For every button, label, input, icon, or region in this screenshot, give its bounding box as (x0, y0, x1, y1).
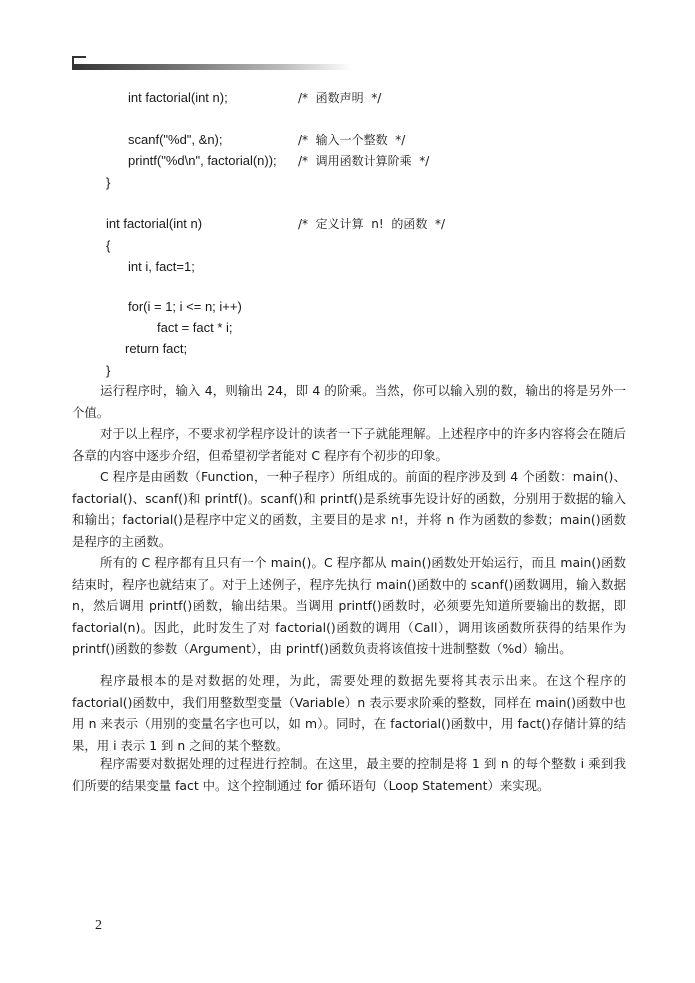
paragraph: 对于以上程序，不要求初学程序设计的读者一下子就能理解。上述程序中的许多内容将会在随后各章的内容中逐步介绍，但希望初学者能对 C 程序有个初步的印象。 (72, 426, 626, 463)
code-line: int factorial(int n) (106, 216, 203, 231)
page-number: 2 (95, 918, 102, 933)
code-comment: /* 调用函数计算阶乘 */ (298, 154, 430, 168)
header-rule (72, 64, 352, 70)
paragraph: 程序最根本的是对数据的处理，为此，需要处理的数据先要将其表示出来。在这个程序的 factorial()函数中，我们用整数型变量（Variable）n 表示要求阶乘的整数，同样在 main()函数中也用 n 来表示（用别的变量名字也可以，如 m）。同时，在 factorial()函数中，用 fact()存储计算的结果，用 i 表示 1 到 n 之间的某个整数。 (72, 673, 626, 753)
code-line: printf("%d\n", factorial(n)); (128, 153, 277, 168)
code-comment: /* 输入一个整数 */ (298, 133, 406, 147)
code-line: } (106, 175, 111, 190)
code-line: int factorial(int n); (128, 90, 228, 105)
code-comment: /* 函数声明 */ (298, 91, 382, 105)
paragraph: C 程序是由函数（Function，一种子程序）所组成的。前面的程序涉及到 4 个函数：main()、factorial()、scanf()和 printf()。scanf()和 printf()是系统事先设计好的函数，分别用于数据的输入和输出；factorial()是程序中定义的函数，主要目的是求 n!，并将 n 作为函数的参数；main()函数是程序的主函数。 (72, 469, 626, 549)
paragraph: 程序需要对数据处理的过程进行控制。在这里，最主要的控制是将 1 到 n 的每个整数 i 乘到我们所要的结果变量 fact 中。这个控制通过 for 循环语句（Loop Statement）来实现。 (72, 756, 626, 793)
paragraph: 所有的 C 程序都有且只有一个 main()。C 程序都从 main()函数处开始运行，而且 main()函数结束时，程序也就结束了。对于上述例子，程序先执行 main()函数中的 scanf()函数调用，输入数据 n，然后调用 printf()函数，输出结果。当调用 printf()函数时，必须要先知道所要输出的数据，即 factorial(n)。因此，此时发生了对 factorial()函数的调用（Call），调用该函数所获得的结果作为 printf()函数的参数（Argument），由 printf()函数负责将该值按十进制整数（%d）输出。 (72, 555, 626, 657)
code-line: { (106, 238, 111, 253)
code-line: } (106, 363, 111, 378)
code-line: scanf("%d", &n); (128, 132, 223, 147)
code-line: int i, fact=1; (128, 259, 195, 274)
paragraph: 运行程序时，输入 4，则输出 24，即 4 的阶乘。当然，你可以输入别的数，输出的将是另外一个值。 (72, 383, 626, 420)
code-comment: /* 定义计算 n! 的函数 */ (298, 217, 446, 231)
code-line: fact = fact * i; (157, 320, 233, 335)
code-line: for(i = 1; i <= n; i++) (128, 299, 242, 314)
code-line: return fact; (125, 341, 188, 356)
